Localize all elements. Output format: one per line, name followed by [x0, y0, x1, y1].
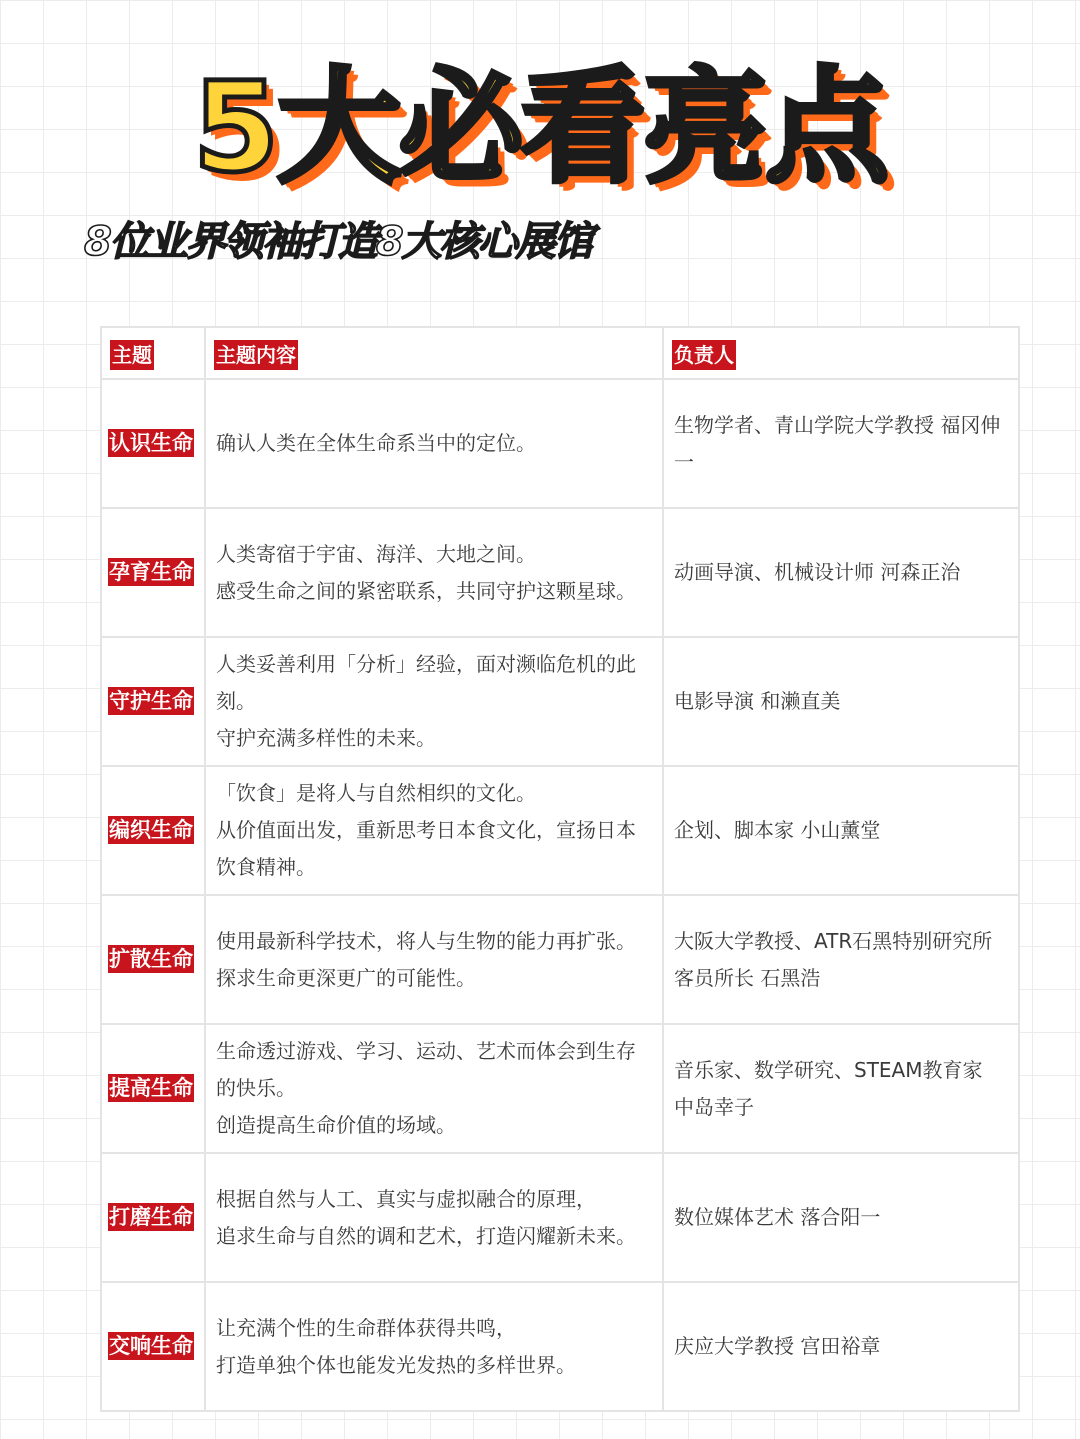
table-body: [101, 379, 1019, 1411]
person-cell: 庆应大学教授 宫田裕章: [663, 1282, 1019, 1411]
theme-tag: 打磨生命: [109, 1204, 193, 1229]
table-row: [101, 637, 1019, 766]
header-content: [205, 327, 663, 379]
theme-cell: [101, 766, 205, 895]
content-cell: 使用最新科学技术，将人与生物的能力再扩张。 探求生命更深更广的可能性。: [205, 895, 663, 1024]
theme-tag: 认识生命: [109, 430, 193, 455]
person-cell: 动画导演、机械设计师 河森正治: [663, 508, 1019, 637]
theme-cell: [101, 1282, 205, 1411]
theme-tag: 扩散生命: [109, 946, 193, 971]
person-cell: 音乐家、数学研究、STEAM教育家 中岛幸子: [663, 1024, 1019, 1153]
theme-tag: 提高生命: [109, 1075, 193, 1100]
table-row: [101, 508, 1019, 637]
person-cell: 企划、脚本家 小山薰堂: [663, 766, 1019, 895]
content-cell: 确认人类在全体生命系当中的定位。: [205, 379, 663, 508]
theme-tag: 孕育生命: [109, 559, 193, 584]
theme-cell: [101, 379, 205, 508]
content-cell: 人类寄宿于宇宙、海洋、大地之间。 感受生命之间的紧密联系，共同守护这颗星球。: [205, 508, 663, 637]
theme-tag: 守护生命: [109, 688, 193, 713]
theme-cell: [101, 1153, 205, 1282]
content-cell: 「饮食」是将人与自然相织的文化。 从价值面出发，重新思考日本食文化，宣扬日本饮食精神。: [205, 766, 663, 895]
theme-tag: 编织生命: [109, 817, 193, 842]
table-row: [101, 1153, 1019, 1282]
content-cell: 根据自然与人工、真实与虚拟融合的原理， 追求生命与自然的调和艺术，打造闪耀新未来。: [205, 1153, 663, 1282]
person-cell: 生物学者、青山学院大学教授 福冈伸一: [663, 379, 1019, 508]
person-cell: 数位媒体艺术 落合阳一: [663, 1153, 1019, 1282]
theme-cell: [101, 637, 205, 766]
theme-tag: 交响生命: [109, 1333, 193, 1358]
theme-cell: [101, 895, 205, 1024]
person-cell: 大阪大学教授、ATR石黑特别研究所客员所长 石黑浩: [663, 895, 1019, 1024]
header-person: [663, 327, 1019, 379]
page-title: 5大必看亮点: [192, 56, 888, 200]
header-theme-label: 主题: [110, 340, 154, 370]
page-subtitle: 8位业界领袖打造8大核心展馆: [84, 219, 592, 265]
table-row: [101, 766, 1019, 895]
table-header-row: [101, 327, 1019, 379]
table-row: [101, 1024, 1019, 1153]
content-cell: 人类妥善利用「分析」经验，面对濒临危机的此刻。 守护充满多样性的未来。: [205, 637, 663, 766]
table-row: [101, 895, 1019, 1024]
table-row: [101, 1282, 1019, 1411]
highlights-table: [100, 326, 1020, 1412]
theme-cell: [101, 508, 205, 637]
content-cell: 让充满个性的生命群体获得共鸣， 打造单独个体也能发光发热的多样世界。: [205, 1282, 663, 1411]
header-theme: [101, 327, 205, 379]
person-cell: 电影导演 和濑直美: [663, 637, 1019, 766]
table-row: [101, 379, 1019, 508]
theme-cell: [101, 1024, 205, 1153]
header-person-label: 负责人: [672, 340, 736, 370]
header-content-label: 主题内容: [214, 340, 298, 370]
content-cell: 生命透过游戏、学习、运动、艺术而体会到生存的快乐。 创造提高生命价值的场域。: [205, 1024, 663, 1153]
